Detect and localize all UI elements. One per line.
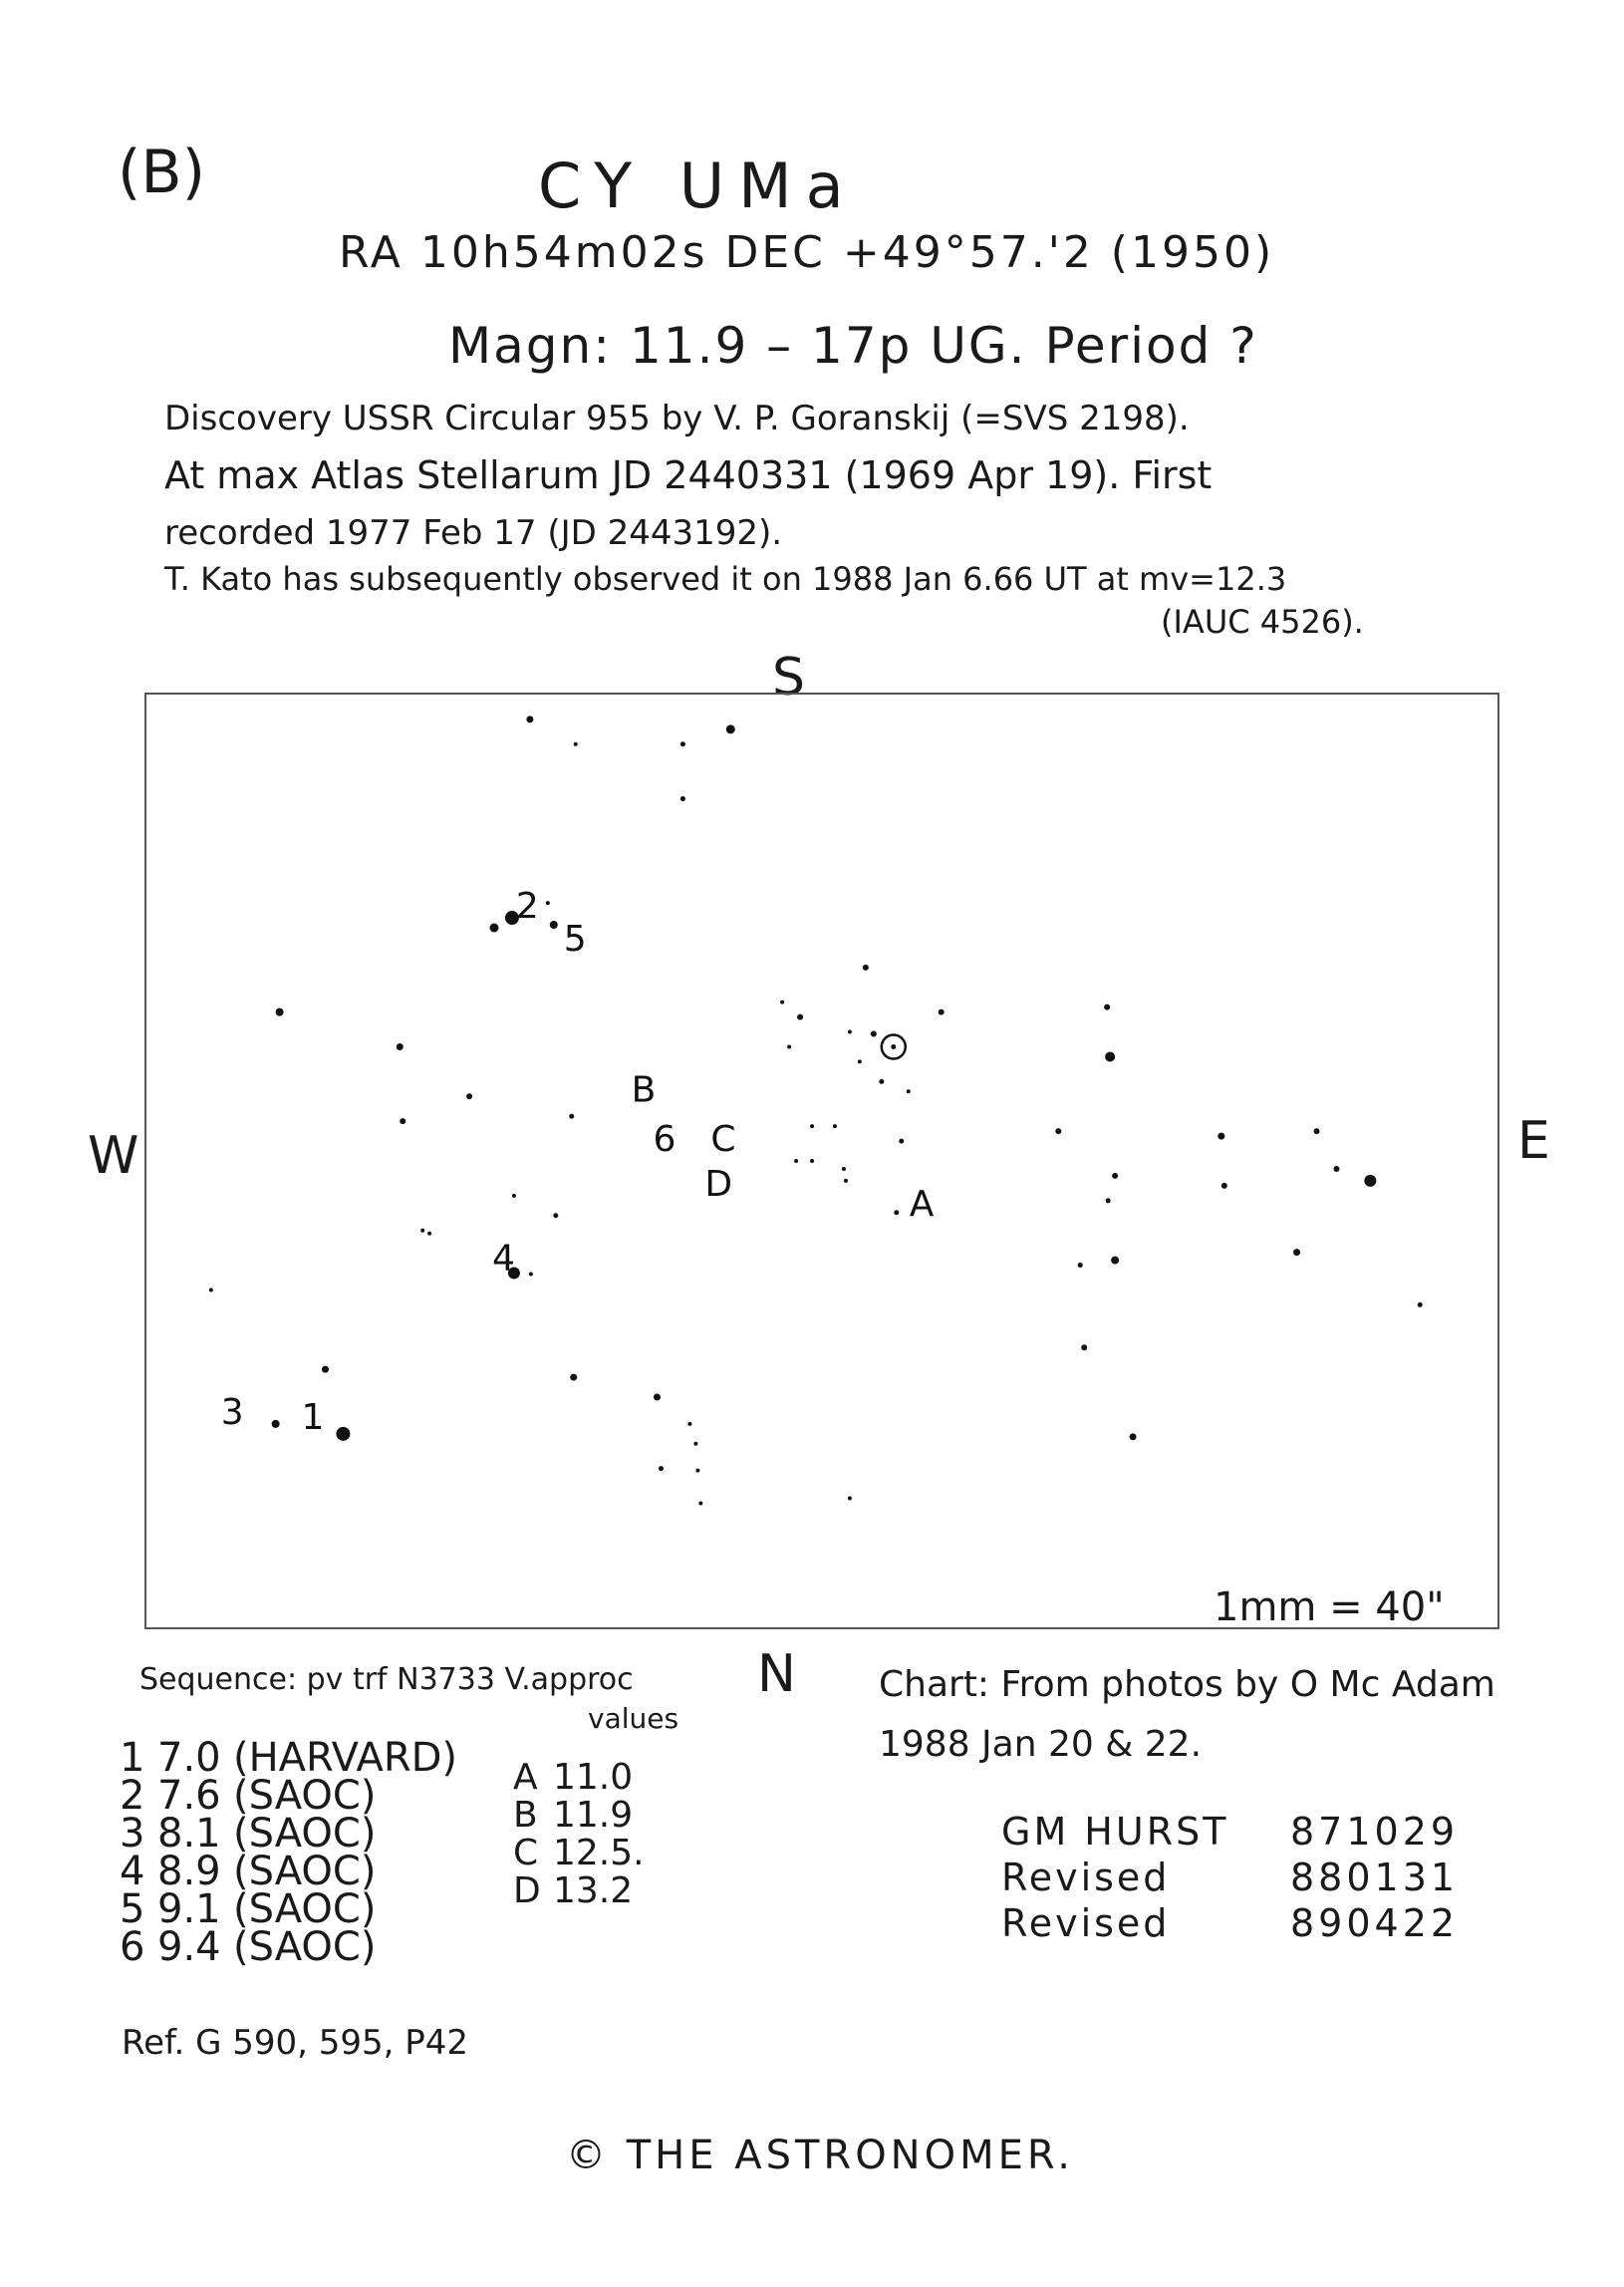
star-point-29 [693,1442,697,1446]
list-item: 4 8.9 (SAOC) [120,1849,377,1894]
star-point-52 [1055,1128,1061,1134]
star-point-2 [680,741,685,746]
chart-label: (B) [118,138,205,207]
description-line-1: Discovery USSR Circular 955 by V. P. Goranskij (=SVS 2198). [164,399,1190,438]
star-label-0: 2 [515,886,539,928]
star-label-5: D [704,1163,733,1205]
star-label-8: 3 [220,1391,244,1433]
star-point-45 [842,1167,846,1171]
star-point-1 [574,742,578,746]
star-point-57 [1218,1133,1224,1140]
star-point-44 [833,1124,837,1128]
star-point-13 [569,1114,574,1119]
variable-star-center [891,1044,896,1049]
star-point-61 [1364,1175,1376,1187]
star-point-4 [680,796,685,801]
comparison-star-list [120,1735,458,1970]
chart-credit-line-2: 1988 Jan 20 & 22. [879,1724,1203,1765]
star-point-51 [1105,1051,1115,1061]
star-point-42 [907,1089,911,1093]
star-point-54 [1106,1198,1111,1203]
list-item: Revised 890422 [1001,1901,1460,1945]
star-label-6: A [909,1183,935,1225]
star-point-26 [687,1422,691,1426]
list-item: 6 9.4 (SAOC) [120,1924,377,1970]
star-label-2: B [631,1069,657,1111]
star-point-22 [272,1420,280,1428]
direction-north: N [757,1644,796,1704]
star-point-28 [695,1469,699,1473]
list-item: A 11.0 [513,1757,634,1798]
star-label-4: C [710,1119,736,1161]
list-item: Revised 880131 [1001,1856,1460,1899]
star-point-43 [810,1124,814,1128]
star-point-9 [276,1008,284,1016]
list-item: C 12.5. [513,1833,645,1873]
star-point-50 [1104,1004,1110,1010]
star-point-3 [726,724,735,733]
star-point-38 [858,1059,862,1063]
star-point-53 [1112,1173,1118,1179]
star-point-12 [400,1118,406,1124]
star-point-41 [899,1139,904,1144]
star-point-34 [797,1014,803,1020]
star-point-6 [489,924,498,933]
list-item: GM HURST 871029 [1001,1810,1460,1854]
star-point-33 [780,1001,784,1004]
star-point-20 [209,1287,213,1291]
direction-south: S [772,648,806,708]
star-point-21 [322,1366,329,1373]
star-point-18 [529,1273,533,1277]
star-point-58 [1221,1183,1227,1189]
star-point-63 [1418,1302,1423,1307]
star-point-31 [698,1502,702,1506]
star-point-64 [1081,1344,1087,1350]
list-item: 1 7.0 (HARVARD) [120,1735,458,1781]
star-name: CY UMa [538,149,858,222]
faint-star-list [513,1759,645,1910]
star-point-35 [871,1031,877,1037]
direction-east: E [1517,1111,1550,1171]
star-field-chart [144,693,1499,1629]
list-item: D 13.2 [513,1870,634,1911]
star-point-23 [336,1427,350,1441]
star-label-1: 5 [563,918,587,960]
star-label-7: 4 [491,1238,515,1280]
description-line-5: (IAUC 4526). [1161,603,1364,641]
star-point-0 [526,715,533,722]
star-point-27 [659,1466,664,1471]
star-point-60 [1333,1166,1339,1172]
star-field-svg [146,695,1497,1627]
sequence-heading: Sequence: pv trf N3733 V.approc [139,1662,634,1697]
star-point-10 [397,1043,404,1050]
copyright: © THE ASTRONOMER. [566,2133,1074,2178]
magnitude-line: Magn: 11.9 – 17p UG. Period ? [448,317,1258,375]
star-point-37 [848,1030,852,1034]
coordinates: RA 10h54m02s DEC +49°57.'2 (1950) [339,227,1275,278]
star-point-56 [1078,1263,1083,1268]
direction-west: W [88,1126,139,1186]
star-point-11 [466,1093,472,1099]
description-line-3: recorded 1977 Feb 17 (JD 2443192). [164,513,783,553]
star-point-16 [427,1232,431,1236]
star-point-47 [794,1159,798,1163]
list-item: 3 8.1 (SAOC) [120,1811,377,1857]
list-item: 5 9.1 (SAOC) [120,1886,377,1932]
star-point-19 [512,1194,516,1198]
star-point-36 [879,1079,884,1084]
star-point-62 [1293,1249,1300,1256]
description-line-2: At max Atlas Stellarum JD 2440331 (1969 Apr 19). First [164,453,1213,497]
chart-credit-line-1: Chart: From photos by O Mc Adam [879,1664,1495,1705]
star-point-39 [787,1044,791,1048]
star-point-48 [810,1159,814,1163]
star-label-3: 6 [653,1119,677,1161]
star-point-14 [553,1213,558,1218]
star-point-49 [894,1210,899,1215]
chart-scale: 1mm = 40" [1214,1584,1445,1630]
star-point-65 [1130,1433,1137,1440]
star-point-46 [844,1179,848,1183]
star-point-55 [1111,1257,1119,1265]
star-point-7 [546,901,550,905]
star-point-24 [570,1374,577,1381]
star-point-15 [420,1229,424,1233]
star-point-59 [1314,1128,1320,1134]
description-line-4: T. Kato has subsequently observed it on 1988 Jan 6.66 UT at mv=12.3 [164,560,1287,598]
list-item: 2 7.6 (SAOC) [120,1773,377,1819]
star-point-32 [863,965,869,971]
star-point-25 [654,1393,661,1400]
star-point-40 [939,1009,945,1015]
star-point-30 [848,1497,852,1501]
star-point-8 [550,921,558,929]
list-item: B 11.9 [513,1795,634,1836]
reference: Ref. G 590, 595, P42 [122,2023,469,2063]
sequence-values-label: values [588,1702,679,1735]
star-label-9: 1 [301,1396,325,1438]
revision-list [1001,1809,1459,1946]
